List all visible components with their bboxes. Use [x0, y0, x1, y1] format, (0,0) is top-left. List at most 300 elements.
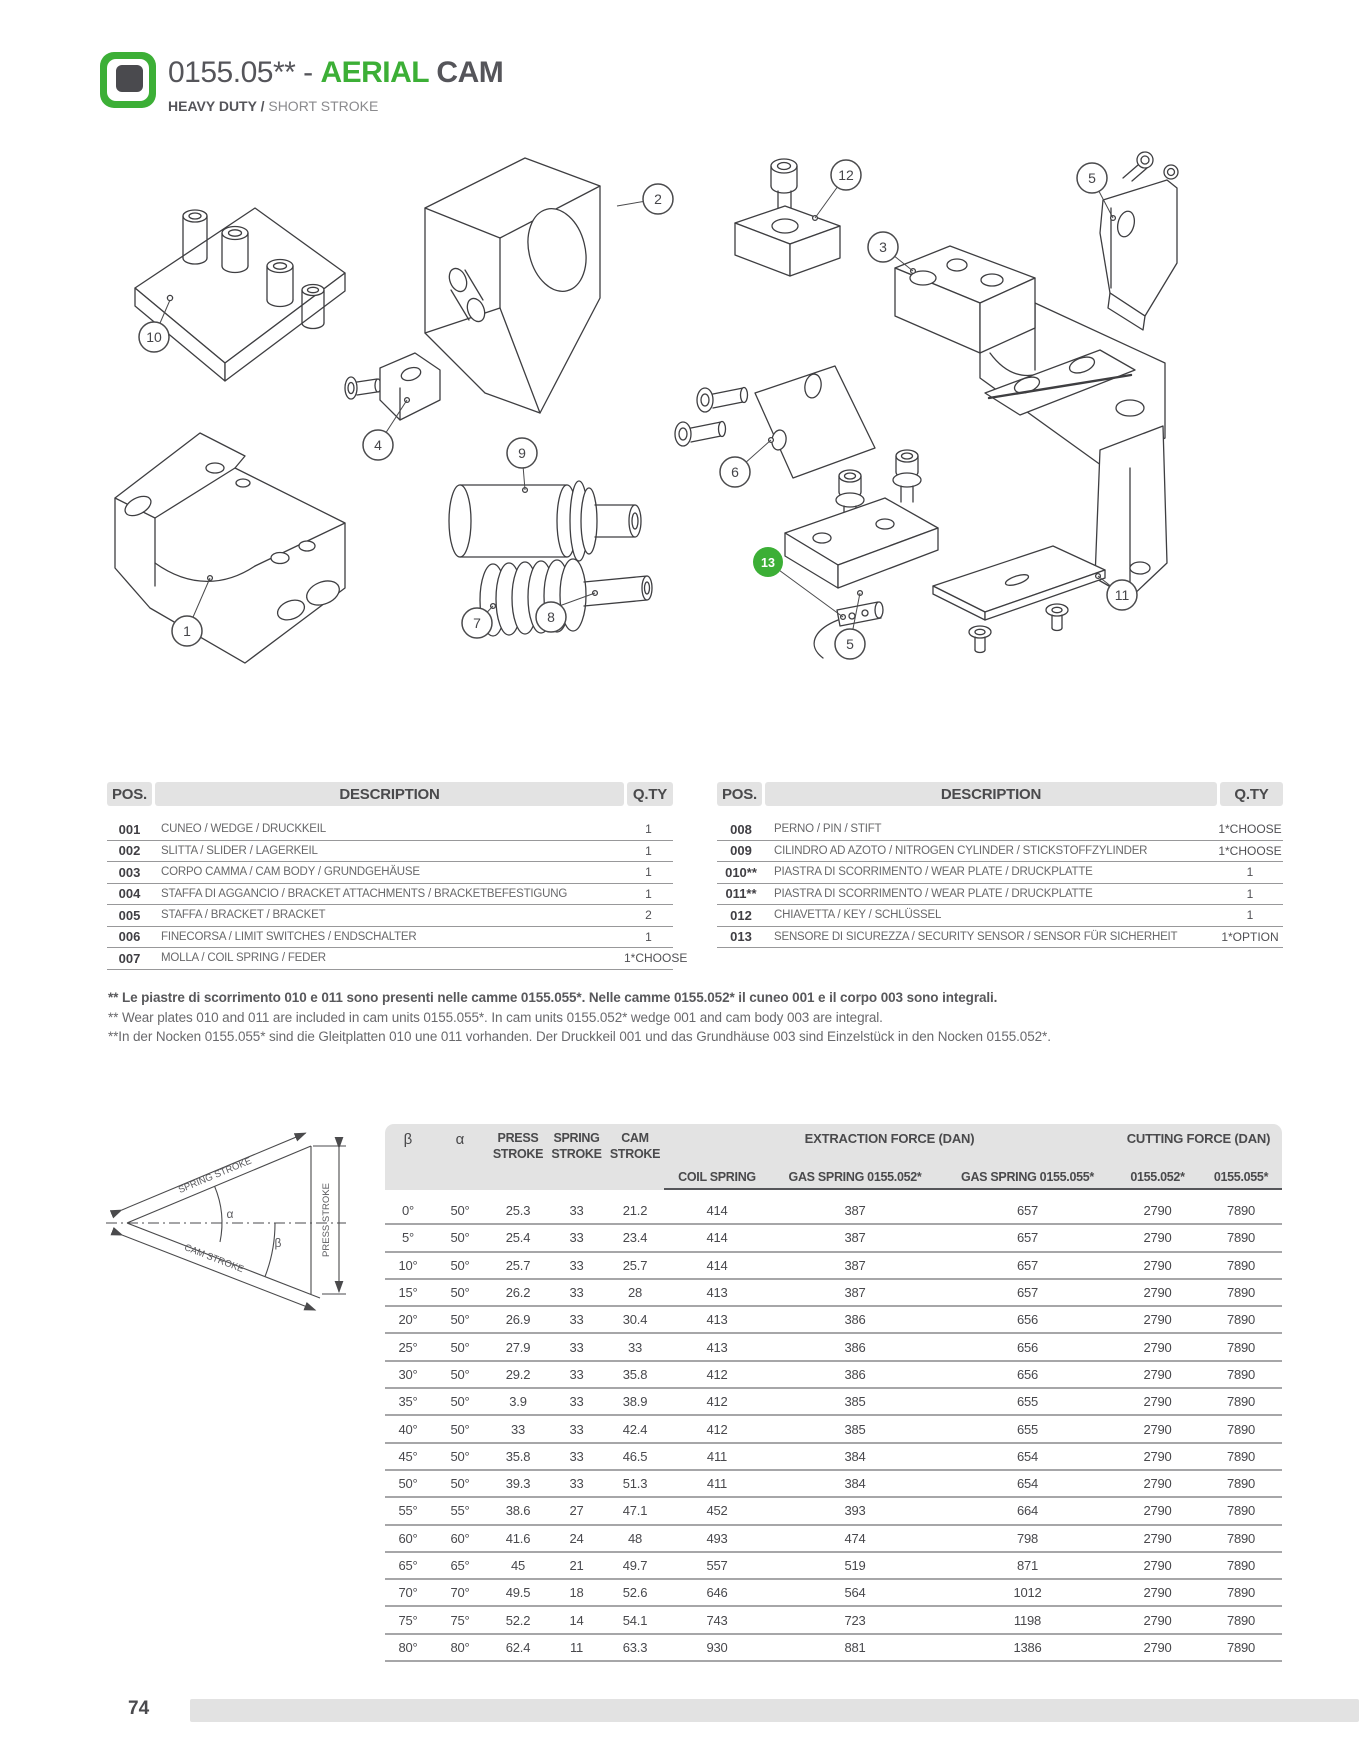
part-pos: 011**: [725, 886, 757, 902]
force-table-row: [385, 1389, 1282, 1416]
parts-table-left: [107, 782, 688, 970]
svg-text:6: 6: [731, 464, 739, 480]
cam-stroke-label: CAM STROKE: [182, 1242, 246, 1276]
coil-spring-force: 411: [706, 1448, 728, 1464]
gas-spring-055-force: 654: [1016, 1448, 1039, 1464]
press-stroke-value: 26.9: [505, 1312, 531, 1328]
force-table-row: [385, 1198, 1282, 1225]
group-header-extraction-force: EXTRACTION FORCE (DAN): [804, 1131, 975, 1146]
col-header-alpha: α: [455, 1131, 465, 1148]
gas-spring-052-force: 384: [844, 1448, 866, 1464]
part-pos: 006: [118, 929, 141, 945]
gas-spring-055-force: 656: [1016, 1366, 1039, 1382]
press-stroke-value: 38.6: [505, 1503, 531, 1519]
gas-spring-052-force: 723: [844, 1612, 866, 1628]
part-pos: 005: [118, 907, 141, 923]
callout-8: [536, 602, 566, 632]
sub-header-underline: [664, 1188, 1282, 1190]
press-stroke-value: 35.8: [505, 1448, 531, 1464]
press-stroke-value: 25.7: [505, 1257, 531, 1273]
part-description: PIASTRA DI SCORRIMENTO / WEAR PLATE / DRUCKPLATTE: [774, 887, 1093, 900]
part-pos: 010**: [725, 864, 757, 880]
alpha-value: 50°: [450, 1312, 470, 1328]
alpha-value: 50°: [450, 1203, 470, 1219]
part-limit-switch-plate: [675, 366, 875, 478]
cutting-force-052: 2790: [1143, 1530, 1172, 1546]
beta-value: 25°: [398, 1339, 418, 1355]
svg-text:13: 13: [761, 556, 775, 570]
gas-spring-055-force: 657: [1016, 1203, 1039, 1219]
part-qty: 1: [645, 865, 652, 880]
svg-text:3: 3: [879, 239, 887, 255]
gas-spring-055-force: 871: [1016, 1558, 1039, 1573]
spring-stroke-value: 14: [569, 1612, 584, 1628]
coil-spring-force: 412: [706, 1421, 728, 1437]
force-table: [385, 1124, 1282, 1662]
svg-text:8: 8: [547, 609, 555, 625]
coil-spring-force: 557: [706, 1558, 728, 1573]
gas-spring-052-force: 386: [844, 1312, 866, 1328]
callout-10: [139, 322, 169, 352]
coil-spring-force: 413: [706, 1339, 728, 1355]
gas-spring-052-force: 386: [844, 1366, 866, 1382]
beta-value: 55°: [398, 1503, 418, 1519]
col-header-description: DESCRIPTION: [155, 782, 624, 806]
svg-text:2: 2: [654, 191, 662, 207]
parts-table-row: [717, 841, 1283, 863]
part-qty: 1*CHOOSE: [1218, 822, 1282, 837]
part-qty: 1*CHOOSE: [624, 951, 688, 966]
parts-table-left-header: [107, 782, 673, 806]
part-bottom-plate: [933, 546, 1105, 653]
cutting-force-055: 7890: [1226, 1503, 1256, 1519]
gas-spring-055-force: 655: [1016, 1394, 1039, 1410]
coil-spring-force: 414: [706, 1203, 728, 1219]
parts-table-row: [717, 819, 1283, 841]
gas-spring-055-force: 655: [1016, 1421, 1039, 1437]
gas-spring-055-force: 656: [1016, 1339, 1039, 1355]
cutting-force-052: 2790: [1143, 1503, 1172, 1519]
part-description: CORPO CAMMA / CAM BODY / GRUNDGEHÄUSE: [161, 866, 420, 879]
force-table-row: [385, 1444, 1282, 1471]
page-title: 0155.05** - AERIAL CAM: [168, 56, 504, 89]
press-stroke-value: 3.9: [509, 1394, 527, 1410]
coil-spring-force: 414: [706, 1230, 728, 1246]
cutting-force-052: 2790: [1143, 1339, 1172, 1355]
beta-value: 45°: [398, 1448, 418, 1464]
callout-6: [720, 457, 750, 487]
part-description: PIASTRA DI SCORRIMENTO / WEAR PLATE / DRUCKPLATTE: [774, 866, 1093, 879]
cutting-force-055: 7890: [1226, 1285, 1256, 1301]
svg-text:11: 11: [1114, 587, 1130, 603]
svg-text:12: 12: [838, 167, 854, 183]
col-header-beta: β: [403, 1131, 413, 1148]
cutting-force-055: 7890: [1226, 1394, 1256, 1410]
gas-spring-052-force: 881: [844, 1639, 866, 1655]
group-header-cutting-force: CUTTING FORCE (DAN): [1126, 1131, 1271, 1146]
svg-text:5: 5: [1088, 170, 1096, 186]
beta-value: 60°: [398, 1530, 418, 1546]
callout-4: [363, 430, 393, 460]
coil-spring-force: 646: [706, 1585, 728, 1601]
callout-7: [462, 608, 492, 638]
parts-table-row: [717, 862, 1283, 884]
part-description: SENSORE DI SICUREZZA / SECURITY SENSOR / SENSOR FÜR SICHERHEIT: [774, 930, 1178, 943]
force-table-row: [385, 1498, 1282, 1525]
coil-spring-force: 412: [706, 1366, 728, 1382]
gas-spring-055-force: 1386: [1013, 1639, 1042, 1655]
part-slider-body: [115, 433, 345, 663]
spring-stroke-value: 33: [569, 1339, 584, 1355]
spring-stroke-value: 33: [569, 1448, 584, 1464]
gas-spring-052-force: 519: [844, 1558, 866, 1573]
cutting-force-055: 7890: [1226, 1230, 1256, 1246]
callout-11: [1107, 580, 1137, 610]
brand-logo-icon: [100, 52, 156, 108]
spring-stroke-value: 33: [569, 1257, 584, 1273]
part-qty: 1: [1246, 865, 1254, 880]
cam-stroke-value: 25.7: [622, 1257, 648, 1273]
part-qty: 1: [645, 843, 652, 858]
cutting-force-052: 2790: [1143, 1312, 1172, 1328]
gas-spring-055-force: 654: [1016, 1476, 1039, 1492]
press-stroke-value: 25.3: [505, 1203, 531, 1219]
sub-header-cut-055: 0155.055*: [1213, 1170, 1269, 1184]
part-qty: 1: [1246, 908, 1254, 923]
part-description: STAFFA DI AGGANCIO / BRACKET ATTACHMENTS / BRACKETBEFESTIGUNG: [161, 887, 568, 900]
cutting-force-052: 2790: [1143, 1448, 1172, 1464]
force-table-row: [385, 1416, 1282, 1443]
alpha-value: 75°: [450, 1612, 470, 1628]
cutting-force-055: 7890: [1226, 1257, 1256, 1273]
footnote-english: ** Wear plates 010 and 011 are included in cam units 0155.055*. In cam units 0155.052* wedge 001 and cam body 003 are integral.: [108, 1009, 883, 1025]
cam-stroke-value: 28: [627, 1285, 643, 1301]
cutting-force-055: 7890: [1226, 1476, 1256, 1492]
callout-3: [868, 232, 898, 262]
coil-spring-force: 413: [706, 1312, 728, 1328]
gas-spring-052-force: 564: [844, 1585, 866, 1601]
press-stroke-value: 41.6: [505, 1530, 531, 1546]
part-pos: 002: [118, 843, 141, 859]
spring-stroke-value: 33: [569, 1285, 584, 1301]
spring-stroke-value: 18: [569, 1585, 584, 1601]
coil-spring-force: 452: [706, 1503, 728, 1519]
parts-table-row: [717, 927, 1283, 949]
beta-value: 30°: [398, 1366, 418, 1382]
cam-stroke-value: 46.5: [622, 1448, 648, 1464]
cutting-force-052: 2790: [1143, 1421, 1172, 1437]
force-table-row: [385, 1635, 1282, 1662]
alpha-value: 80°: [450, 1639, 470, 1655]
press-stroke-value: 29.2: [505, 1366, 531, 1382]
alpha-value: 50°: [450, 1394, 470, 1410]
press-stroke-value: 62.4: [505, 1639, 531, 1655]
cutting-force-055: 7890: [1226, 1339, 1256, 1355]
spring-stroke-value: 33: [569, 1394, 584, 1410]
svg-text:5: 5: [846, 636, 854, 652]
svg-text:4: 4: [374, 437, 382, 453]
cutting-force-055: 7890: [1226, 1366, 1256, 1382]
stroke-angle-diagram: [100, 1128, 355, 1313]
force-table-row: [385, 1607, 1282, 1634]
part-description: MOLLA / COIL SPRING / FEDER: [161, 952, 326, 965]
cutting-force-052: 2790: [1143, 1257, 1172, 1273]
cutting-force-055: 7890: [1226, 1421, 1256, 1437]
beta-value: 15°: [398, 1285, 418, 1301]
parts-table-right-header: [717, 782, 1283, 806]
part-description: CUNEO / WEDGE / DRUCKKEIL: [161, 823, 326, 836]
footnote-italian: ** Le piastre di scorrimento 010 e 011 sono presenti nelle camme 0155.055*. Nelle camme 0155.052* il cuneo 001 e il corpo 003 sono integrali.: [108, 990, 998, 1005]
footer-bar: [190, 1699, 1359, 1722]
alpha-value: 55°: [450, 1503, 470, 1519]
beta-value: 35°: [398, 1394, 418, 1410]
cutting-force-052: 2790: [1143, 1394, 1172, 1410]
cutting-force-052: 2790: [1143, 1558, 1172, 1573]
alpha-value: 50°: [450, 1285, 470, 1301]
svg-text:9: 9: [518, 445, 526, 461]
part-qty: 1*CHOOSE: [1218, 843, 1282, 858]
coil-spring-force: 414: [706, 1257, 728, 1273]
beta-value: 70°: [398, 1585, 418, 1601]
force-table-row: [385, 1526, 1282, 1553]
part-nitrogen-cylinder: [449, 481, 641, 561]
spring-stroke-value: 33: [569, 1203, 584, 1219]
gas-spring-052-force: 387: [844, 1230, 866, 1246]
cutting-force-055: 7890: [1226, 1312, 1256, 1328]
cam-stroke-value: 30.4: [622, 1312, 648, 1328]
beta-value: 50°: [398, 1476, 418, 1492]
spring-stroke-value: 33: [569, 1312, 584, 1328]
gas-spring-052-force: 386: [844, 1339, 866, 1355]
cutting-force-055: 7890: [1226, 1203, 1256, 1219]
parts-table-row: [107, 841, 673, 863]
cutting-force-055: 7890: [1226, 1639, 1256, 1655]
coil-spring-force: 930: [706, 1639, 728, 1655]
alpha-value: 50°: [450, 1448, 470, 1464]
gas-spring-052-force: 387: [844, 1203, 866, 1219]
callout-2: [643, 184, 673, 214]
col-header-cam-stroke: CAM STROKE: [609, 1131, 661, 1162]
cam-stroke-value: 51.3: [622, 1476, 648, 1492]
beta-value: 75°: [398, 1612, 418, 1628]
gas-spring-055-force: 657: [1016, 1257, 1039, 1273]
cam-stroke-value: 52.6: [622, 1585, 648, 1601]
cam-stroke-value: 54.1: [622, 1612, 648, 1628]
cutting-force-052: 2790: [1143, 1285, 1172, 1301]
cam-stroke-value: 23.4: [622, 1230, 648, 1246]
cutting-force-052: 2790: [1143, 1230, 1172, 1246]
cutting-force-052: 2790: [1143, 1203, 1172, 1219]
alpha-value: 50°: [450, 1421, 470, 1437]
beta-value: 10°: [398, 1257, 418, 1273]
sub-header-gas-spring-055: GAS SPRING 0155.055*: [961, 1170, 1094, 1184]
svg-text:1: 1: [183, 623, 191, 639]
gas-spring-055-force: 657: [1016, 1230, 1039, 1246]
press-stroke-value: 26.2: [505, 1285, 531, 1301]
gas-spring-055-force: 798: [1016, 1530, 1039, 1546]
col-header-description: DESCRIPTION: [765, 782, 1217, 806]
force-table-row: [385, 1553, 1282, 1580]
press-stroke-value: 25.4: [505, 1230, 531, 1246]
gas-spring-052-force: 474: [844, 1530, 866, 1546]
part-bracket-top-right: [1100, 152, 1178, 330]
cam-stroke-value: 63.3: [622, 1639, 648, 1655]
cam-stroke-value: 21.2: [622, 1203, 648, 1219]
part-cam-body: [425, 158, 600, 413]
callout-13-highlighted: [753, 547, 783, 577]
callout-9: [507, 438, 537, 468]
force-table-row: [385, 1334, 1282, 1361]
parts-table-row: [107, 819, 673, 841]
part-qty: 1: [1246, 886, 1254, 901]
cutting-force-055: 7890: [1226, 1585, 1256, 1601]
cutting-force-055: 7890: [1226, 1558, 1256, 1573]
col-header-pos: POS.: [107, 782, 152, 806]
alpha-value: 50°: [450, 1257, 470, 1273]
beta-label: β: [274, 1236, 282, 1250]
part-qty: 1: [645, 929, 652, 944]
force-table-row: [385, 1280, 1282, 1307]
cam-stroke-value: 38.9: [622, 1394, 648, 1410]
beta-value: 20°: [398, 1312, 418, 1328]
parts-table-right: [717, 782, 1283, 948]
part-pos: 013: [730, 929, 752, 945]
part-description: CILINDRO AD AZOTO / NITROGEN CYLINDER / STICKSTOFFZYLINDER: [774, 844, 1148, 857]
sub-header-gas-spring-052: GAS SPRING 0155.052*: [788, 1170, 922, 1184]
alpha-value: 65°: [450, 1558, 470, 1573]
exploded-view-drawing: [95, 138, 1180, 668]
gas-spring-052-force: 384: [844, 1476, 866, 1492]
beta-value: 65°: [398, 1558, 418, 1573]
coil-spring-force: 743: [706, 1612, 728, 1628]
svg-text:10: 10: [146, 329, 162, 345]
alpha-value: 50°: [450, 1366, 470, 1382]
press-stroke-value: 52.2: [505, 1612, 531, 1628]
part-key-block: [735, 159, 840, 276]
part-description: CHIAVETTA / KEY / SCHLÜSSEL: [774, 909, 942, 922]
page-subtitle: HEAVY DUTY / SHORT STROKE: [168, 98, 379, 114]
parts-table-row: [107, 948, 688, 970]
svg-text:7: 7: [473, 615, 481, 631]
cam-stroke-value: 42.4: [622, 1421, 648, 1437]
coil-spring-force: 412: [706, 1394, 728, 1410]
footnotes: [108, 988, 1288, 1047]
gas-spring-055-force: 656: [1016, 1312, 1039, 1328]
spring-stroke-value: 21: [569, 1558, 584, 1573]
parts-table-row: [717, 905, 1283, 927]
col-header-qty: Q.TY: [1220, 782, 1283, 806]
part-pos: 009: [730, 843, 752, 859]
spring-stroke-label: SPRING STROKE: [176, 1155, 254, 1196]
cutting-force-055: 7890: [1226, 1530, 1256, 1546]
callout-1: [172, 616, 202, 646]
force-table-row: [385, 1580, 1282, 1607]
coil-spring-force: 411: [706, 1476, 728, 1492]
parts-table-row: [107, 927, 673, 949]
alpha-value: 60°: [450, 1530, 470, 1546]
sub-header-cut-052: 0155.052*: [1130, 1170, 1185, 1184]
gas-spring-052-force: 387: [844, 1285, 866, 1301]
part-description: FINECORSA / LIMIT SWITCHES / ENDSCHALTER: [161, 930, 417, 943]
force-table-row: [385, 1253, 1282, 1280]
beta-value: 5°: [401, 1230, 415, 1246]
gas-spring-052-force: 385: [844, 1394, 866, 1410]
part-pos: 007: [118, 950, 141, 966]
cam-stroke-value: 49.7: [622, 1558, 648, 1573]
cutting-force-052: 2790: [1143, 1476, 1172, 1492]
part-wear-plate-top: [135, 208, 345, 381]
force-table-row: [385, 1307, 1282, 1334]
alpha-value: 50°: [450, 1476, 470, 1492]
parts-table-row: [717, 884, 1283, 906]
part-coil-spring: [480, 559, 652, 636]
spring-stroke-value: 33: [569, 1230, 584, 1246]
cam-stroke-value: 48: [627, 1530, 643, 1546]
spring-stroke-value: 33: [569, 1366, 584, 1382]
part-description: SLITTA / SLIDER / LAGERKEIL: [161, 844, 318, 857]
callout-5-top: [1077, 163, 1107, 193]
press-stroke-label: PRESS STROKE: [321, 1183, 332, 1257]
gas-spring-052-force: 387: [844, 1257, 866, 1273]
footnote-german: **In der Nocken 0155.055* sind die Gleitplatten 010 une 011 vorhanden. Der Druckkeil 001 und das Grundhäuse 003 sind Einzelstück in den Nocken 0155.052*.: [108, 1029, 1051, 1044]
force-table-header: [385, 1124, 1282, 1190]
force-table-row: [385, 1362, 1282, 1389]
spring-stroke-value: 27: [569, 1503, 584, 1519]
press-stroke-value: 49.5: [505, 1585, 531, 1601]
beta-value: 80°: [398, 1639, 418, 1655]
coil-spring-force: 493: [706, 1530, 728, 1546]
parts-table-row: [107, 862, 673, 884]
cam-stroke-value: 47.1: [622, 1503, 648, 1519]
gas-spring-052-force: 385: [844, 1421, 866, 1437]
part-description: PERNO / PIN / STIFT: [774, 823, 882, 836]
part-qty: 1*OPTION: [1221, 929, 1279, 944]
cutting-force-052: 2790: [1143, 1639, 1172, 1655]
product-code: 0155.05**: [168, 56, 296, 89]
spring-stroke-value: 33: [569, 1476, 584, 1492]
col-header-press-stroke: PRESS STROKE: [492, 1131, 544, 1162]
page-number: 74: [128, 1698, 150, 1719]
alpha-value: 70°: [450, 1585, 470, 1601]
title-accent: AERIAL: [320, 56, 429, 89]
gas-spring-055-force: 657: [1016, 1285, 1039, 1301]
col-header-pos: POS.: [717, 782, 762, 806]
press-stroke-value: 39.3: [505, 1476, 531, 1492]
part-pos: 004: [118, 886, 141, 902]
press-stroke-value: 27.9: [505, 1339, 531, 1355]
force-table-row: [385, 1471, 1282, 1498]
alpha-value: 50°: [450, 1339, 470, 1355]
gas-spring-055-force: 1198: [1013, 1612, 1042, 1628]
gas-spring-052-force: 393: [844, 1503, 866, 1519]
cutting-force-055: 7890: [1226, 1448, 1256, 1464]
cutting-force-052: 2790: [1143, 1612, 1172, 1628]
coil-spring-force: 413: [706, 1285, 728, 1301]
cutting-force-052: 2790: [1143, 1585, 1172, 1601]
part-qty: 1: [645, 886, 652, 901]
part-pos: 001: [118, 821, 141, 837]
press-stroke-value: 33: [510, 1421, 526, 1437]
col-header-qty: Q.TY: [627, 782, 673, 806]
part-qty: 2: [645, 908, 652, 923]
part-qty: 1: [645, 822, 652, 837]
beta-value: 40°: [398, 1421, 418, 1437]
cam-stroke-value: 33: [627, 1339, 643, 1355]
beta-value: 0°: [401, 1203, 415, 1219]
spring-stroke-value: 11: [569, 1639, 584, 1655]
part-description: STAFFA / BRACKET / BRACKET: [161, 909, 326, 922]
gas-spring-055-force: 664: [1016, 1503, 1039, 1519]
